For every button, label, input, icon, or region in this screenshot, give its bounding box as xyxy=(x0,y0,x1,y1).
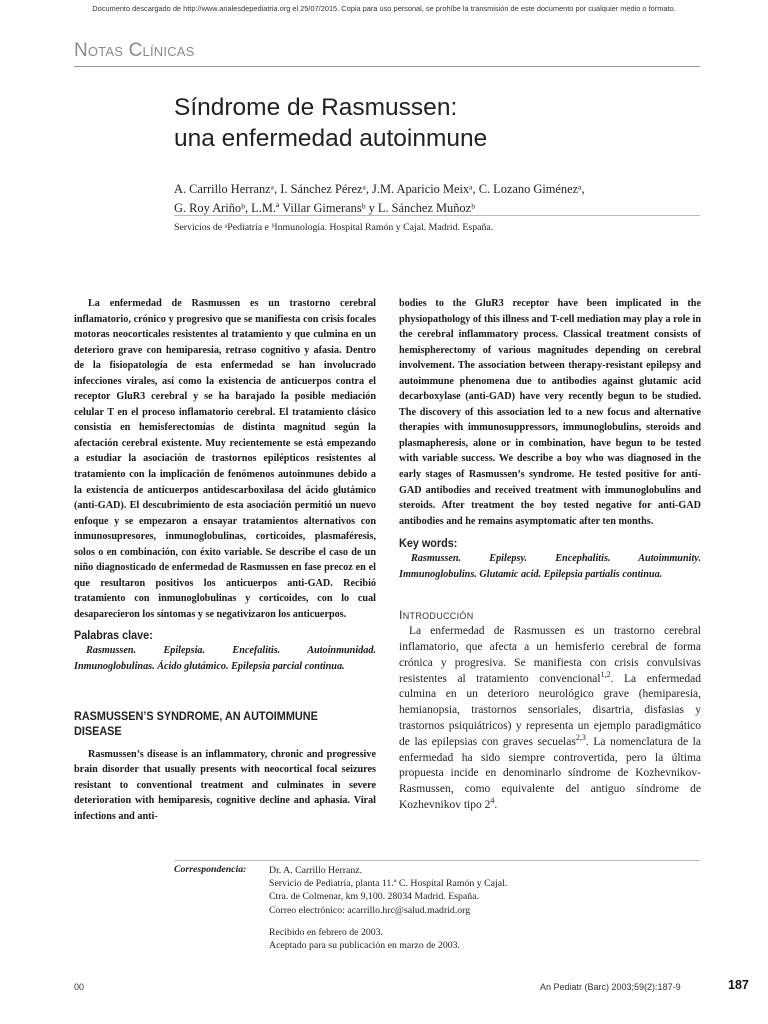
section-label: Notas Clínicas xyxy=(74,40,195,61)
introduction-text xyxy=(399,624,701,814)
authors xyxy=(174,180,704,218)
accepted-date: Aceptado para su publicación en marzo de 2003. xyxy=(269,940,460,952)
right-column xyxy=(399,296,701,814)
abstract-en-text-col2: bodies to the GluR3 receptor have been implicated in the physiopathology of this illness and T-cell mediation may play a role in the cerebral inflammatory process. Classical treatment consists of hemispherectomy of various magnitudes depending on cerebral involvement. The association between therapy-resistant epilepsy and autoimmune phenomena due to antibodies against glutamic acid decarboxylase (anti-GAD) have very recently begun to be studied. The discovery of this association led to a new focus and alternative therapies with immunosuppressors, immunoglobulins, steroids and plasmapheresis, alone or in combination, have begun to be tested with variable success. We describe a boy who was diagnosed in the early stages of Rasmussen’s syndrome. He tested positive for anti-GAD antibodies and received treatment with immunoglobulins and steroids. After treatment the boy tested negative for anti-GAD antibodies and he remains asymptomatic after ten months. xyxy=(399,298,701,527)
footer-citation: An Pediatr (Barc) 2003;59(2):187-9 xyxy=(540,982,681,992)
correspondence-rule xyxy=(174,860,700,861)
keywords-es-heading: Palabras clave: xyxy=(74,628,153,643)
download-notice: Documento descargado de http://www.analesdepediatria.org el 25/07/2015. Copia para uso personal, se prohíbe la transmisión de este documento por cualquier medio o formato. xyxy=(92,4,676,13)
correspondence-line-1: Servicio de Pediatría, planta 11.ª C. Hospital Ramón y Cajal. xyxy=(269,878,508,890)
title-line-1: Síndrome de Rasmussen: xyxy=(174,94,458,121)
affiliation: Servicios de ᵃPediatría e ᵇInmunología. Hospital Ramón y Cajal. Madrid. España. xyxy=(174,222,494,233)
keywords-en-heading: Key words: xyxy=(399,536,458,551)
received-date: Recibido en febrero de 2003. xyxy=(269,926,383,938)
abstract-en-col2 xyxy=(399,296,701,529)
english-title: RASMUSSEN’S SYNDROME, AN AUTOIMMUNE DISEASE xyxy=(74,708,318,738)
abstract-es xyxy=(74,296,376,622)
abstract-es-text: La enfermedad de Rasmussen es un trastorno cerebral inflamatorio, crónico y progresivo que se manifiesta con crisis focales motoras neocorticales resistentes al tratamiento y que culmina en un deterioro grave con hemiparesia, retraso cognitivo y afasia. Dentro de la fisiopatología de esta enfermedad se han involucrado infecciones virales, así como la existencia de anticuerpos contra el receptor GluR3 cerebral y se ha barajado la posible mediación celular T en el proceso inflamatorio cerebral. El tratamiento clásico consistía en hemisferectomías de distinta magnitud según la afectación cerebral existente. Muy recientemente se está empezando a estudiar la asociación de trastornos epilépticos resistentes al tratamiento con la implicación de fenómenos autoinmunes debido a la existencia de anticuerpos antidescarboxilasa del ácido glutámico (anti-GAD). El descubrimiento de esta asociación permitió un nuevo enfoque y se empezaron a ensayar tratamientos alternativos con inmunosupresores, inmunoglobulinas, corticoides, plasmaféresis, solos o en combinación, con éxito variable. Se describe el caso de un niño diagnosticado de enfermedad de Rasmussen en fase precoz en el que resultaron positivos los anticuerpos anti-GAD. Recibió tratamiento con inmunoglobulinas y corticoides, con lo cual desaparecieron los síntomas y se negativizaron los anticuerpos. xyxy=(74,298,376,620)
authors-line-1: A. Carrillo Herranzᵃ, I. Sánchez Pérezᵃ, J.M. Aparicio Meixᵃ, C. Lozano Giménezᵃ, xyxy=(174,182,585,196)
article-title xyxy=(174,92,694,154)
correspondence-label: Correspondencia: xyxy=(174,864,247,875)
introduction-heading: Introducción xyxy=(399,608,474,623)
correspondence-line-2: Ctra. de Colmenar, km 9,100. 28034 Madrid. España. xyxy=(269,891,479,903)
correspondence-name: Dr. A. Carrillo Herranz. xyxy=(269,865,363,876)
keywords-es: Rasmussen. Epilepsia. Encefalitis. Autoinmunidad. Inmunoglobulinas. Ácido glutámico. Epilepsia parcial continua. xyxy=(74,645,376,673)
keywords-en: Rasmussen. Epilepsy. Encephalitis. Autoimmunity. Immunoglobulins. Glutamic acid. Epilepsia partialis continua. xyxy=(399,553,701,580)
page-number: 187 xyxy=(728,978,749,992)
introduction-paragraph: La enfermedad de Rasmussen es un trastorno cerebral inflamatorio, que afecta a un hemisferio cerebral de forma crónica y progresiva. Se manifiesta con crisis convulsivas resistentes al tratamiento convencional$^{1,2}$. La enfermedad culmina en un deterioro neurológico grave (hemiparesia, hemianopsia, trastornos sensoriales, disartria, disfasias y trastornos psiquiátricos) y representa un ejemplo paradigmático de las epilepsias con graves secuelas$^{2,3}$. La nomenclatura de la enfermedad ha sido siempre controvertida, pero la última propuesta incide en denominarlo síndrome de Kozhevnikov-Rasmussen, como equivalente del antiguo síndrome de Kozhevnikov tipo $2^4$. xyxy=(399,625,701,812)
section-rule xyxy=(74,66,700,67)
abstract-en-text-col1: Rasmussen’s disease is an inflammatory, chronic and progressive brain disorder that usually presents with neocortical focal seizures resistant to conventional treatment and culminates in severe deterioration with hemiparesis, cognitive decline and aphasia. Viral infections and anti- xyxy=(74,748,376,822)
title-line-2: una enfermedad autoinmune xyxy=(174,125,488,152)
correspondence-email[interactable]: Correo electrónico: acarrillo.hrc@salud.madrid.org xyxy=(269,904,471,916)
authors-rule xyxy=(174,215,700,216)
footer-left: 00 xyxy=(74,982,85,992)
correspondence-block xyxy=(269,864,699,952)
authors-line-2: G. Roy Ariñoᵇ, L.M.ª Villar Gimeransᵇ y L. Sánchez Muñozᵇ xyxy=(174,201,475,215)
abstract-en-col1 xyxy=(74,747,376,825)
left-column xyxy=(74,296,376,824)
